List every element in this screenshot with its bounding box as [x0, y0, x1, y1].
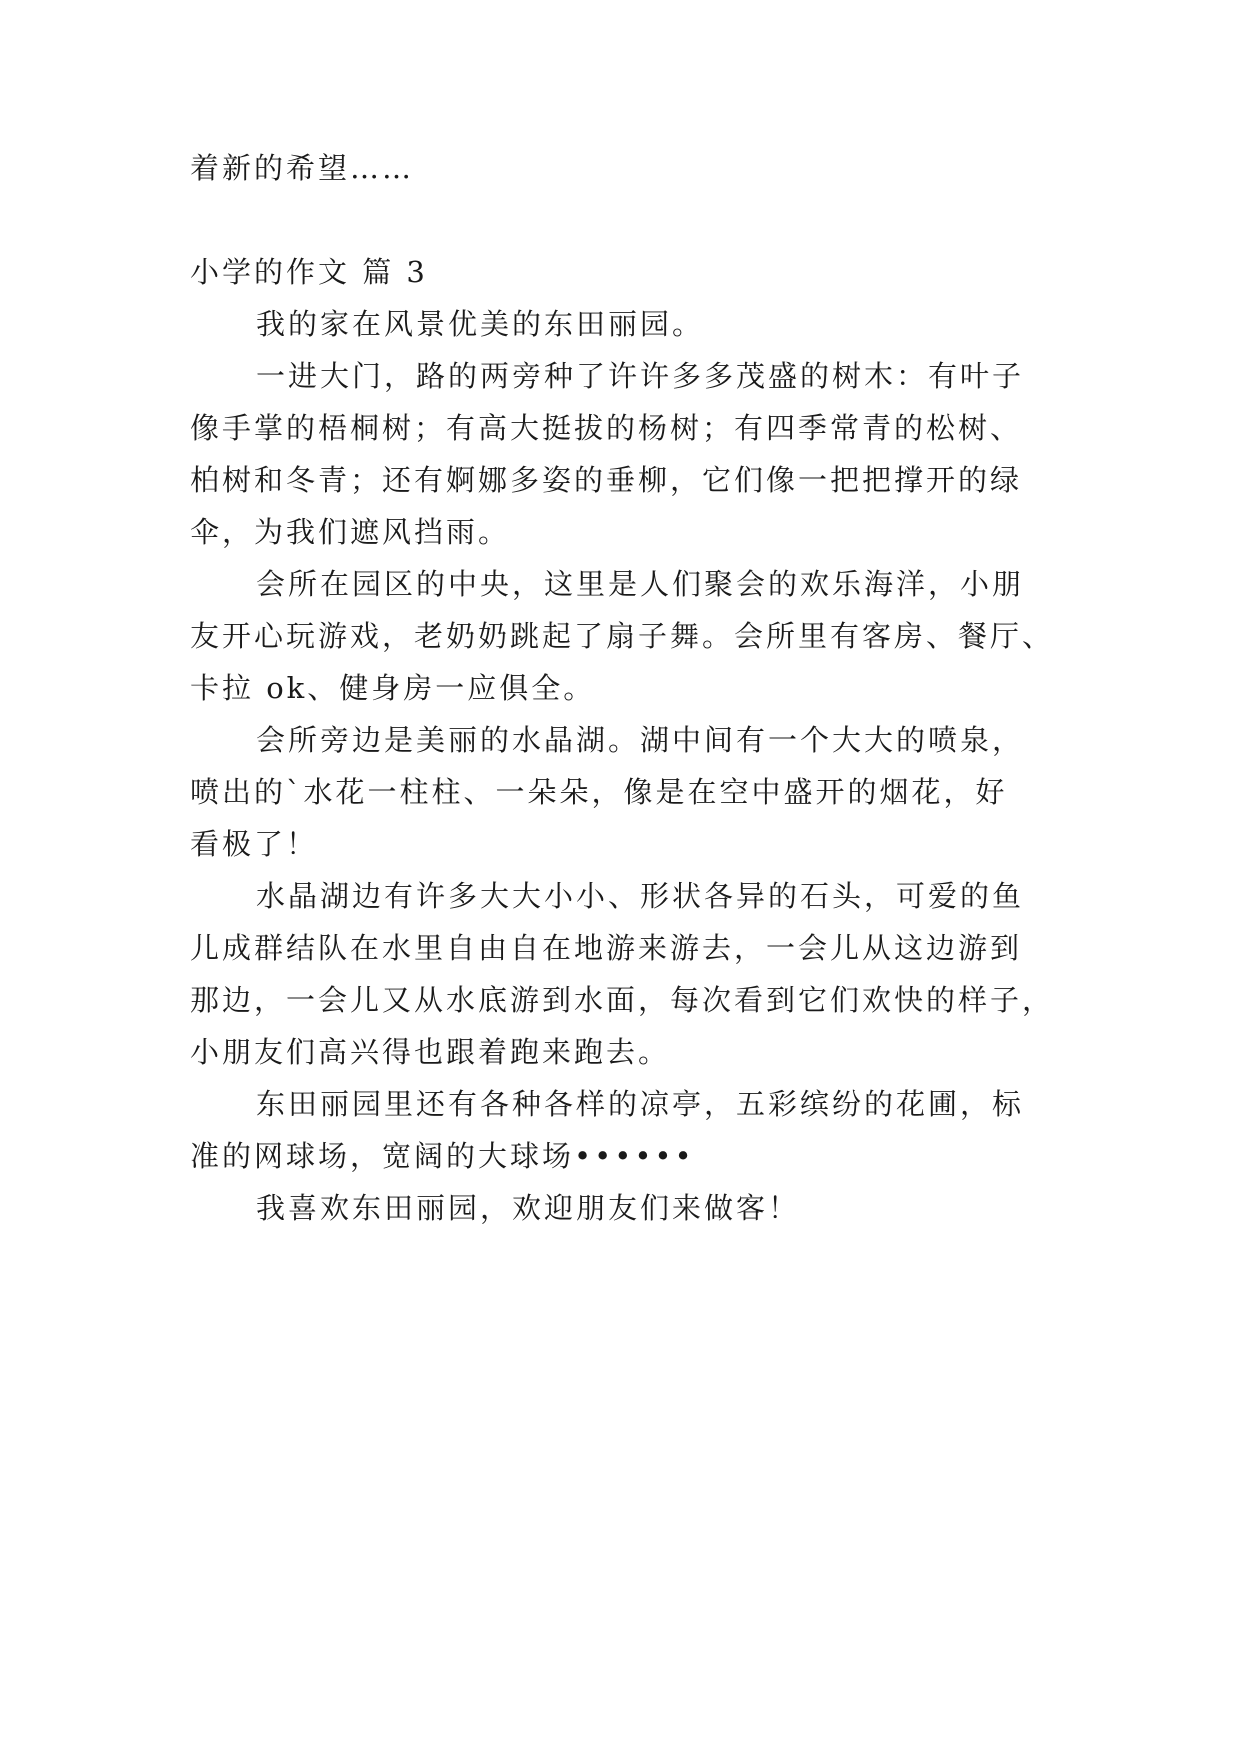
paragraph-5-line: 儿成群结队在水里自由自在地游来游去，一会儿从这边游到: [190, 931, 1023, 965]
paragraph-4-line: 会所旁边是美丽的水晶湖。湖中间有一个大大的喷泉，: [256, 723, 1025, 757]
paragraph-6-line: 准的网球场，宽阔的大球场••••••: [190, 1139, 695, 1173]
paragraph-3-line: 卡拉 ok、健身房一应俱全。: [190, 671, 596, 705]
paragraph-4-line: 喷出的`水花一柱柱、一朵朵，像是在空中盛开的烟花，好: [190, 775, 1008, 809]
paragraph-7-line: 我喜欢东田丽园，欢迎朋友们来做客！: [256, 1191, 801, 1225]
paragraph-3-line: 会所在园区的中央，这里是人们聚会的欢乐海洋，小朋: [256, 567, 1025, 601]
paragraph-2-line: 伞，为我们遮风挡雨。: [190, 515, 511, 549]
paragraph-6-line: 东田丽园里还有各种各样的凉亭，五彩缤纷的花圃，标: [256, 1087, 1025, 1121]
paragraph-5-line: 小朋友们高兴得也跟着跑来跑去。: [190, 1035, 671, 1069]
paragraph-5-line: 那边，一会儿又从水底游到水面，每次看到它们欢快的样子，: [190, 983, 1055, 1017]
continuation-line: 着新的希望……: [190, 151, 415, 185]
paragraph-5-line: 水晶湖边有许多大大小小、形状各异的石头，可爱的鱼: [256, 879, 1025, 913]
paragraph-2-line: 一进大门，路的两旁种了许许多多茂盛的树木：有叶子: [256, 359, 1025, 393]
paragraph-1-line: 我的家在风景优美的东田丽园。: [256, 307, 705, 341]
paragraph-2-line: 柏树和冬青；还有婀娜多姿的垂柳，它们像一把把撑开的绿: [190, 463, 1023, 497]
essay-heading: 小学的作文 篇 3: [190, 255, 428, 289]
paragraph-2-line: 像手掌的梧桐树；有高大挺拔的杨树；有四季常青的松树、: [190, 411, 1023, 445]
paragraph-4-line: 看极了！: [190, 827, 319, 861]
paragraph-3-line: 友开心玩游戏，老奶奶跳起了扇子舞。会所里有客房、餐厅、: [190, 619, 1055, 653]
